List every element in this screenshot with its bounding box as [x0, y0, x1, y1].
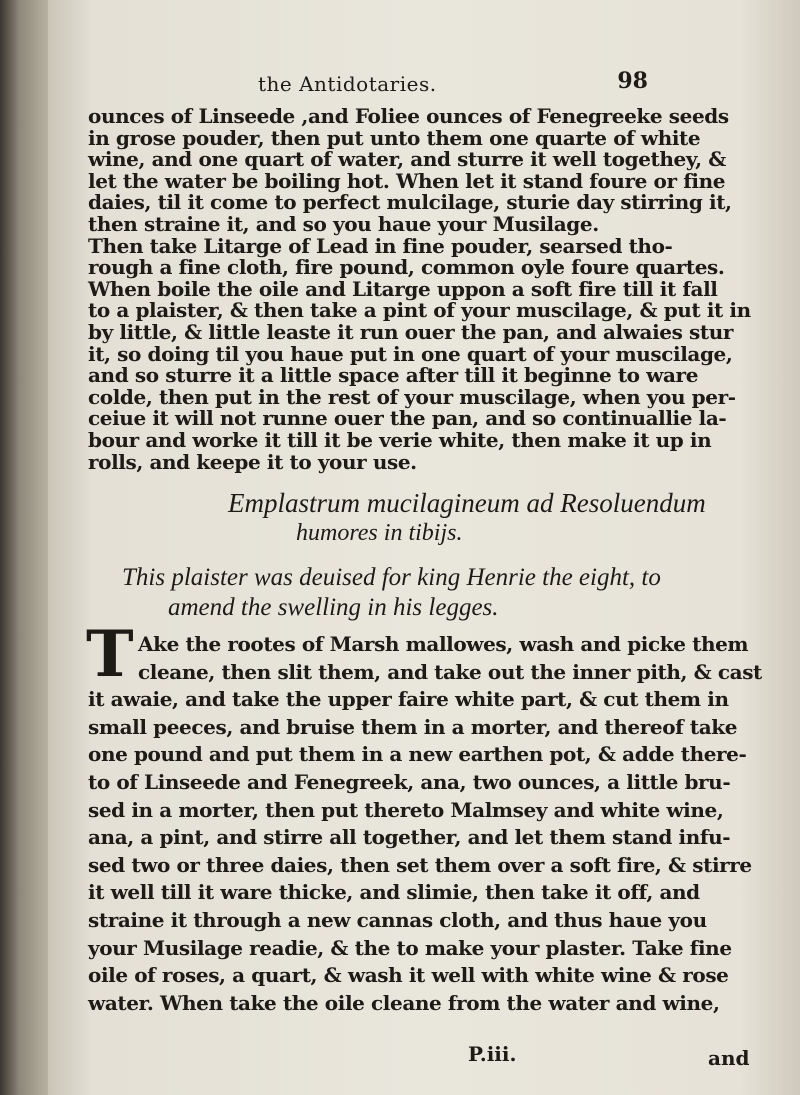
text-line: straine it through a new cannas cloth, and thus haue you — [88, 908, 707, 932]
text-line: sed in a morter, then put thereto Malmsey and white wine, — [88, 797, 724, 822]
running-title: the Antidotaries. — [258, 72, 437, 96]
text-line: one pound and put them in a new earthen pot, & adde there- — [88, 742, 747, 767]
facing-page-edge — [0, 0, 48, 1095]
text-line: ana, a pint, and stirre all together, and let them stand infu- — [88, 825, 731, 850]
text-line: ceiue it will not runne ouer the pan, and so continuallie la- — [88, 406, 727, 431]
text-line: it awaie, and take the upper faire white part, & cut them in — [88, 687, 729, 712]
text-line: small peeces, and bruise them in a morter, and thereof take — [88, 714, 738, 739]
text-line: in grose pouder, then put unto them one quarte of white — [88, 125, 701, 150]
text-line: Ake the rootes of Marsh mallowes, wash and picke them — [138, 632, 749, 656]
text-line: ounces of Linseede ,and Foliee ounces of Fenegreeke seeds — [88, 104, 729, 128]
text-line: to a plaister, & then take a pint of your muscilage, & put it in — [88, 298, 751, 323]
text-line: When boile the oile and Litarge uppon a soft fire till it fall — [88, 276, 718, 301]
text-line: by little, & little leaste it run ouer the pan, and alwaies stur — [88, 320, 733, 344]
text-line: daies, til it come to perfect mulcilage, sturie day stirring it, — [88, 190, 732, 215]
text-line: rough a fine cloth, fire pound, common oyle foure quartes. — [88, 255, 725, 280]
running-header — [258, 68, 648, 98]
text-line: your Musilage readie, & the to make your plaster. Take fine — [88, 935, 732, 960]
page-number: 98 — [617, 68, 648, 94]
text-line: rolls, and keepe it to your use. — [88, 449, 417, 474]
text-line: sed two or three daies, then set them over a soft fire, & stirre — [88, 852, 752, 877]
signature-mark: P.iii. — [468, 1042, 517, 1066]
text-line: cleane, then slit them, and take out the inner pith, & cast — [138, 659, 762, 684]
latin-heading-line-1: Emplastrum mucilagineum ad Resoluendum — [228, 488, 706, 518]
english-subheading-line-1: This plaister was deuised for king Henrie the eight, to — [122, 564, 661, 591]
book-page — [48, 0, 800, 1095]
text-line: Then take Litarge of Lead in fine pouder, searsed tho- — [88, 233, 673, 258]
text-line: then straine it, and so you haue your Musilage. — [88, 212, 599, 236]
text-line: and so sturre it a little space after till it beginne to ware — [88, 363, 699, 388]
text-line: to of Linseede and Fenegreek, ana, two ounces, a little bru- — [88, 770, 731, 794]
latin-heading-line-2: humores in tibijs. — [296, 520, 463, 546]
text-line: oile of roses, a quart, & wash it well with white wine & rose — [88, 963, 729, 988]
text-line: it, so doing til you haue put in one quart of your muscilage, — [88, 341, 733, 366]
catchword: and — [708, 1046, 750, 1070]
text-line: wine, and one quart of water, and sturre it well togethey, & — [88, 147, 726, 172]
text-line: colde, then put in the rest of your muscilage, when you per- — [88, 384, 736, 409]
text-line: it well till it ware thicke, and slimie, then take it off, and — [88, 880, 700, 905]
text-line: let the water be boiling hot. When let it stand foure or fine — [88, 168, 726, 193]
text-line: bour and worke it till it be verie white, then make it up in — [88, 428, 712, 452]
drop-cap-letter: T — [86, 617, 134, 692]
english-subheading-line-2: amend the swelling in his legges. — [168, 594, 499, 621]
text-line: water. When take the oile cleane from the water and wine, — [88, 990, 720, 1015]
